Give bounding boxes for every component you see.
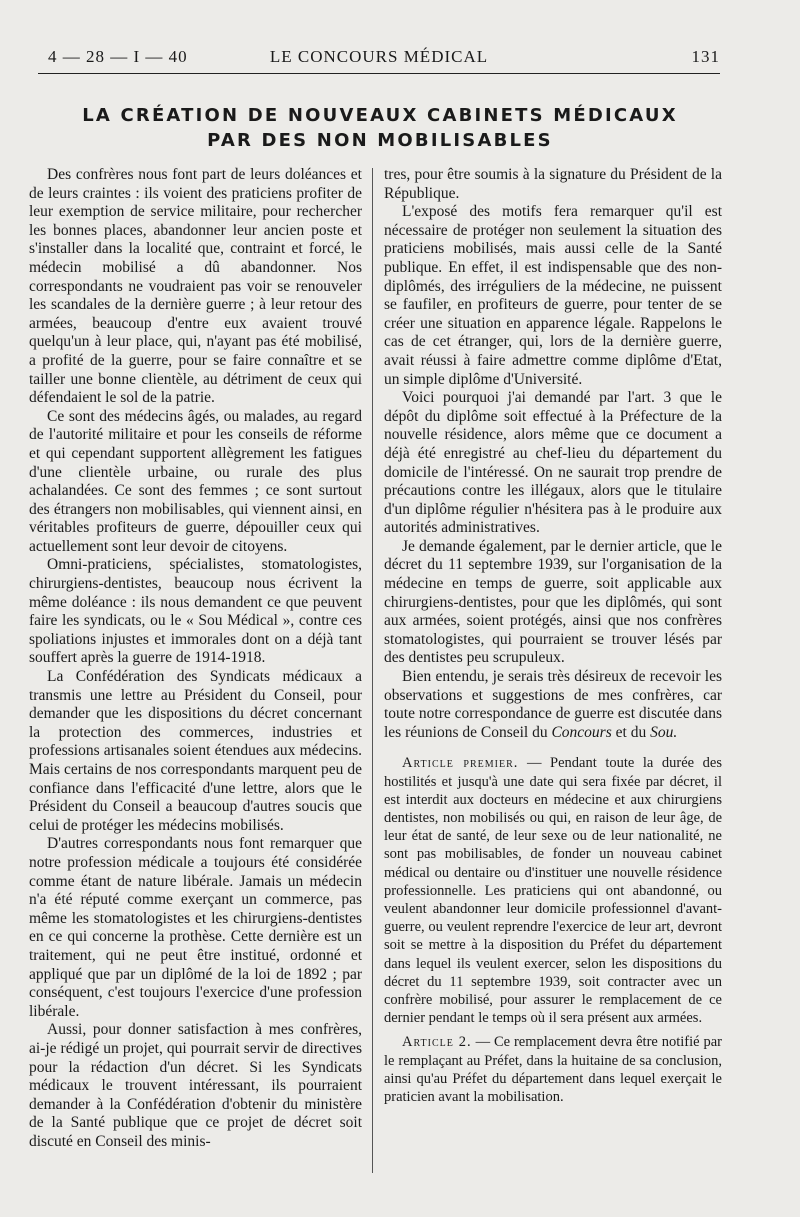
right-column — [384, 166, 722, 1106]
article-1-text: — Pendant toute la durée des hostilités et jusqu'à une date qui sera fixée par décret, il est interdit aux docteurs en médecine et aux chirurgiens dentistes, non mobilisés ou qui, en raison de leur âge, de leur état de santé, de leur sexe ou de leur nationalité, ne sont pas mobilisables, de fonder un nouveau cabinet médical ou dentaire ou d'instituer une nouvelle résidence professionnelle. Les praticiens qui ont abandonné, ou veulent abandonner leur domicile professionnel d'avant-guerre, ou veulent reprendre l'exercice de leur art, devront soit se mettre à la disposition du Préfet du département dans lequel ils veulent exercer, selon les dispositions du décret du 11 septembre 1939, soit contracter avec un confrère mobilisé, pour assurer le remplacement de ce dernier pendant le temps où il sera présent aux armées. — [384, 755, 723, 1027]
journal-title: LE CONCOURS MÉDICAL — [269, 47, 489, 66]
issue-date: 4 — 28 — I — 40 — [48, 47, 188, 66]
paragraph: D'autres correspondants nous font remarquer que notre profession médicale a toujours été considérée comme étant de nature libérale. Jamais un médecin n'a été réputé comme exerçant un commerce, pas même les stomatologistes et les chirurgiens-dentistes en ce qui concerne la prothèse. Cette dernière est un traitement, qui ne peut être institué, ordonné et appliqué que par un diplômé de la loi de 1892 ; par conséquent, c'est toujours l'exercice d'une profession libérale. — [29, 835, 362, 1020]
article-2-text: — Ce remplacement devra être notifié par le remplaçant au Préfet, dans la huitaine de sa conclusion, ainsi qu'au Préfet du département dans lequel exerçait le praticien avant la mobilisation. — [384, 1034, 722, 1106]
article-title-line-1: LA CRÉATION DE NOUVEAUX CABINETS MÉDICAUX — [82, 105, 678, 126]
left-column — [29, 166, 362, 1151]
header-rule — [38, 73, 720, 74]
paragraph: Omni-praticiens, spécialistes, stomatologistes, chirurgiens-dentistes, beaucoup nous écrivent la même doléance : ils nous demandent ce que peuvent faire les syndicats, ou le « Sou Médical », contre ces spoliations injustes et immorales dont on a déjà tant souffert après la guerre de 1914-1918. — [29, 556, 362, 667]
article-1 — [384, 754, 722, 1027]
conjunction: et du — [615, 723, 647, 741]
paragraph: Des confrères nous font part de leurs doléances et de leurs craintes : ils voient des praticiens profiter de leur exemption de service militaire, pour rechercher les bonnes places, abandonner leur ancien poste et s'installer dans la localité que, contraint et forcé, le médecin mobilisé a dû abandonner. Nos correspondants ne voudraient pas voir se renouveler les scandales de la dernière guerre ; à leur retour des armées, beaucoup d'entre eux avaient trouvé quelqu'un à leur place, qui, n'ayant pas été mobilisé, a profité de la guerre, pour se faire connaître et se tailler une bonne clientèle, au détriment de ceux qui défendaient le sol de la patrie. — [29, 166, 362, 407]
article-2 — [384, 1033, 722, 1106]
paragraph: Aussi, pour donner satisfaction à mes confrères, ai-je rédigé un projet, qui pourrait servir de directives pour la rédaction d'un décret. Si les Syndicats médicaux le trouvent intéressant, ils pourraient demander à la Confédération d'obtenir du ministère de la Santé publique que ce projet de décret soit discuté en Conseil des minis- — [29, 1021, 362, 1150]
paragraph — [384, 668, 722, 742]
paragraph: L'exposé des motifs fera remarquer qu'il est nécessaire de protéger non seulement la situation des praticiens mobilisés, mais aussi celle de la Santé publique. En effet, il est indispensable que des non-diplômés, des irréguliers de la médecine, ne puissent se faufiler, en profiteurs de guerre, pour tenter de se créer une situation en apparence légale. Rappelons le cas de cet étranger, qui, lors de la dernière guerre, avait réussi à faire admettre comme diplôme d'Etat, un simple diplôme d'Université. — [384, 203, 722, 388]
journal-name-concours: Concours — [551, 723, 612, 741]
paragraph: La Confédération des Syndicats médicaux a transmis une lettre au Président du Conseil, pour demander que les dispositions du décret concernant la protection des commerces, industries et professions artisanales soient étendues aux médecins. Mais certains de nos correspondants marquent peu de confiance dans l'efficacité d'une lettre, alors que le Président du Conseil a beaucoup d'autres soucis que celui de protéger les médecins mobilisés. — [29, 668, 362, 834]
article-1-label: Article premier. — [402, 755, 519, 772]
article-2-label: Article 2. — [402, 1034, 472, 1051]
paragraph: tres, pour être soumis à la signature du Président de la République. — [384, 166, 722, 202]
page-header — [38, 47, 720, 71]
page-number: 131 — [691, 47, 720, 66]
paragraph: Voici pourquoi j'ai demandé par l'art. 3 que le dépôt du diplôme soit effectué à la Préfecture de la nouvelle résidence, alors même que ce document a déjà été enregistré au chef-lieu du département du domicile de l'intéressé. On ne saurait trop prendre de précautions contre les illégaux, alors que le titulaire d'un diplôme régulier n'hésitera pas à le produire aux autorités administratives. — [384, 389, 722, 537]
paragraph: Je demande également, par le dernier article, que le décret du 11 septembre 1939, sur l'organisation de la médecine en temps de guerre, soit applicable aux chirurgiens-dentistes, pour que les diplômés, qui sont aux armées, soient protégés, ainsi que nos confrères stomatologistes, qui pourraient se trouver lésés par des dentistes peu scrupuleux. — [384, 537, 722, 667]
paragraph: Ce sont des médecins âgés, ou malades, au regard de l'autorité militaire et pour les conseils de réforme et qui cependant supportent allègrement les fatigues d'une clientèle urbaine, ou rurale des plus achalandées. Ce sont des femmes ; ce sont surtout des étrangers non mobilisables, qui viennent ainsi, en véritables profiteurs de guerre, dépouiller ceux qui actuellement sont leur devoir de citoyens. — [29, 407, 362, 555]
journal-name-sou: Sou. — [650, 723, 678, 741]
paragraph-text: Bien entendu, je serais très désireux de recevoir les observations et suggestions de mes confrères, car toute notre correspondance de guerre est discutée dans les réunions de Conseil du — [384, 668, 722, 741]
column-divider — [372, 168, 373, 1173]
article-title-line-2: PAR DES NON MOBILISABLES — [207, 130, 553, 151]
